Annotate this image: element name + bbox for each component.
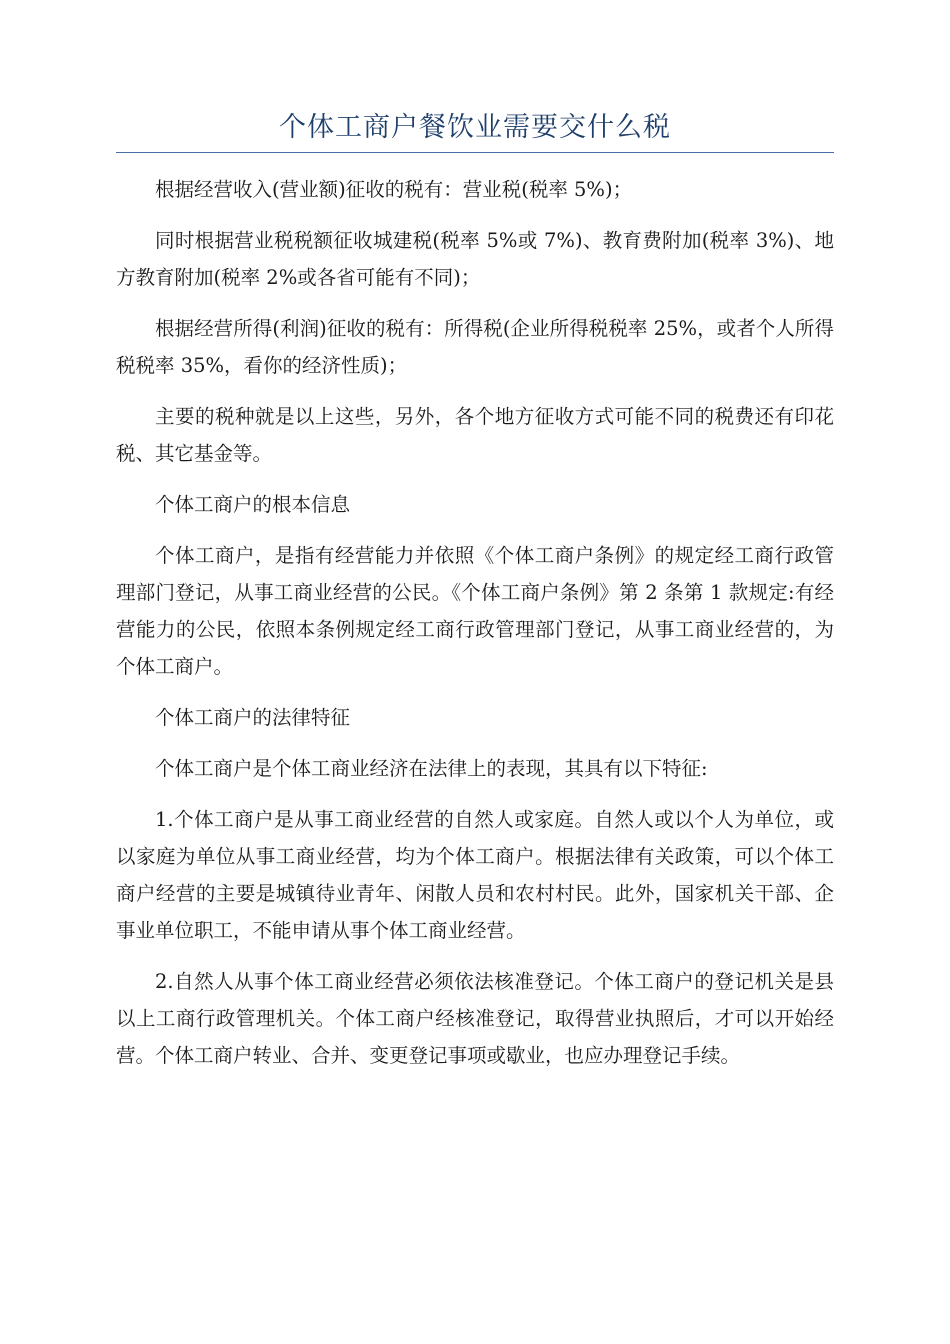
paragraph-8: 个体工商户是个体工商业经济在法律上的表现，其具有以下特征:: [155, 757, 708, 780]
document-title: 个体工商户餐饮业需要交什么税: [279, 112, 671, 143]
section-heading-legal-features: 个体工商户的法律特征: [155, 706, 351, 729]
paragraph-6: 个体工商户，是指有经营能力并依照《个体工商户条例》的规定经工商行政管理部门登记，从事工商业经营的公民。《个体工商户条例》第 2 条第 1 款规定:有经营能力的公民，依照本条例规定经工商行政管理部门登记，从事工商业经营的，为个体工商户。: [116, 544, 834, 678]
paragraph-10: 2.自然人从事个体工商业经营必须依法核准登记。个体工商户的登记机关是县以上工商行政管理机关。个体工商户经核准登记，取得营业执照后，才可以开始经营。个体工商户转业、合并、变更登记事项或歇业，也应办理登记手续。: [116, 970, 834, 1067]
section-heading-basic-info: 个体工商户的根本信息: [155, 493, 351, 516]
title-underline: [116, 152, 834, 153]
paragraph-4: 主要的税种就是以上这些，另外，各个地方征收方式可能不同的税费还有印花税、其它基金等。: [116, 405, 834, 465]
paragraph-2: 同时根据营业税税额征收城建税(税率 5%或 7%)、教育费附加(税率 3%)、地方教育附加(税率 2%或各省可能有不同)；: [116, 229, 834, 289]
paragraph-1: 根据经营收入(营业额)征收的税有：营业税(税率 5%)；: [155, 178, 633, 201]
document-page: [116, 108, 834, 1088]
paragraph-9: 1.个体工商户是从事工商业经营的自然人或家庭。自然人或以个人为单位，或以家庭为单位从事工商业经营，均为个体工商户。根据法律有关政策，可以个体工商户经营的主要是城镇待业青年、闲散人员和农村村民。此外，国家机关干部、企事业单位职工，不能申请从事个体工商业经营。: [116, 808, 834, 942]
paragraph-3: 根据经营所得(利润)征收的税有：所得税(企业所得税税率 25%，或者个人所得税税率 35%，看你的经济性质)；: [116, 317, 834, 377]
